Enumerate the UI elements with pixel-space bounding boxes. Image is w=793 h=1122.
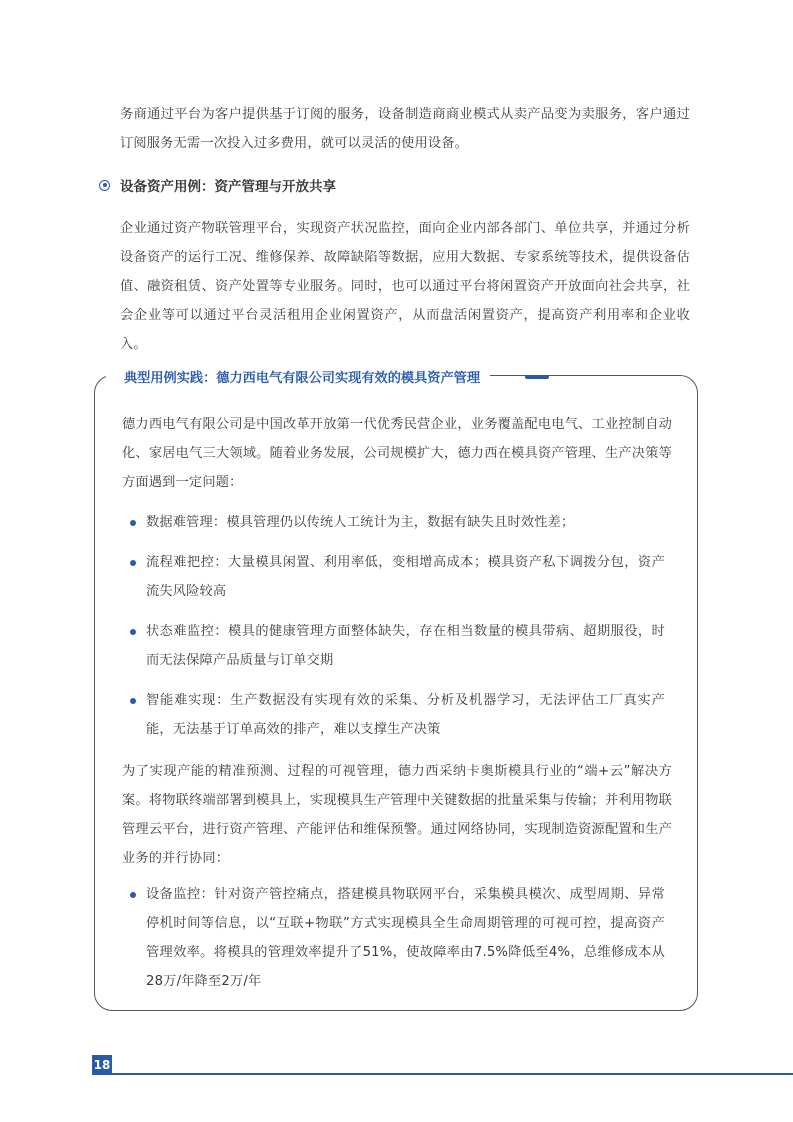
- intro-paragraph: 务商通过平台为客户提供基于订阅的服务，设备制造商商业模式从卖产品变为卖服务，客户通过订阅服务无需一次投入过多费用，就可以灵活的使用设备。: [120, 107, 690, 151]
- case-solution-paragraph: 为了实现产能的精准预测、过程的可视管理，德力西采纳卡奥斯模具行业的“端+云”解决方案。将物联终端部署到模具上，实现模具生产管理中关键数据的批量采集与传输；并利用物联管理云平台，进行资产管理、产能评估和维保预警。通过网络协同，实现制造资源配置和生产业务的并行协同：: [122, 764, 672, 866]
- radio-bullet-icon: [99, 180, 110, 191]
- footer-rule: [112, 1073, 793, 1075]
- section-heading: [99, 174, 336, 196]
- case-intro-paragraph: 德力西电气有限公司是中国改革开放第一代优秀民营企业，业务覆盖配电电气、工业控制自动化、家居电气三大领域。随着业务发展，公司规模扩大，德力西在模具资产管理、生产决策等方面遇到一定问题：: [122, 417, 672, 490]
- problem-item: [130, 548, 665, 606]
- bullet-dot-icon: [130, 698, 136, 704]
- title-accent-bar: [525, 375, 549, 379]
- bullet-dot-icon: [130, 892, 136, 898]
- problem-item-text: 状态难监控：模具的健康管理方面整体缺失，存在相当数量的模具带病、超期服役，时而无法保障产品质量与订单交期: [146, 624, 665, 668]
- problem-item-text: 智能难实现：生产数据没有实现有效的采集、分析及机器学习，无法评估工厂真实产能，无法基于订单高效的排产，难以支撑生产决策: [146, 693, 665, 737]
- section-heading-text: 设备资产用例：资产管理与开放共享: [120, 179, 336, 195]
- measure-item: [130, 880, 665, 996]
- problem-item: [130, 508, 665, 537]
- problem-item: [130, 686, 665, 744]
- bullet-dot-icon: [130, 520, 136, 526]
- bullet-dot-icon: [130, 629, 136, 635]
- bullet-dot-icon: [130, 560, 136, 566]
- section-body-paragraph: 企业通过资产物联管理平台，实现资产状况监控，面向企业内部各部门、单位共享，并通过分析设备资产的运行工况、维修保养、故障缺陷等数据，应用大数据、专家系统等技术，提供设备估值、融资租赁、资产处置等专业服务。同时，也可以通过平台将闲置资产开放面向社会共享，社会企业等可以通过平台灵活租用企业闲置资产，从而盘活闲置资产，提高资产利用率和企业收入。: [120, 221, 690, 352]
- case-study-title-wrap: [106, 364, 490, 388]
- measure-item-text: 设备监控：针对资产管控痛点，搭建模具物联网平台，采集模具模次、成型周期、异常停机时间等信息，以“互联+物联”方式实现模具全生命周期管理的可视可控，提高资产管理效率。将模具的管理效率提升了51%，使故障率由7.5%降低至4%，总维修成本从28万/年降至2万/年: [146, 887, 665, 989]
- problem-item-text: 流程难把控：大量模具闲置、利用率低，变相增高成本；模具资产私下调拨分包，资产流失风险较高: [146, 555, 665, 599]
- problem-item-text: 数据难管理：模具管理仍以传统人工统计为主，数据有缺失且时效性差；: [146, 515, 575, 530]
- page-number: 18: [92, 1055, 112, 1075]
- problem-item: [130, 617, 665, 675]
- case-study-title: 典型用例实践：德力西电气有限公司实现有效的模具资产管理: [124, 370, 481, 386]
